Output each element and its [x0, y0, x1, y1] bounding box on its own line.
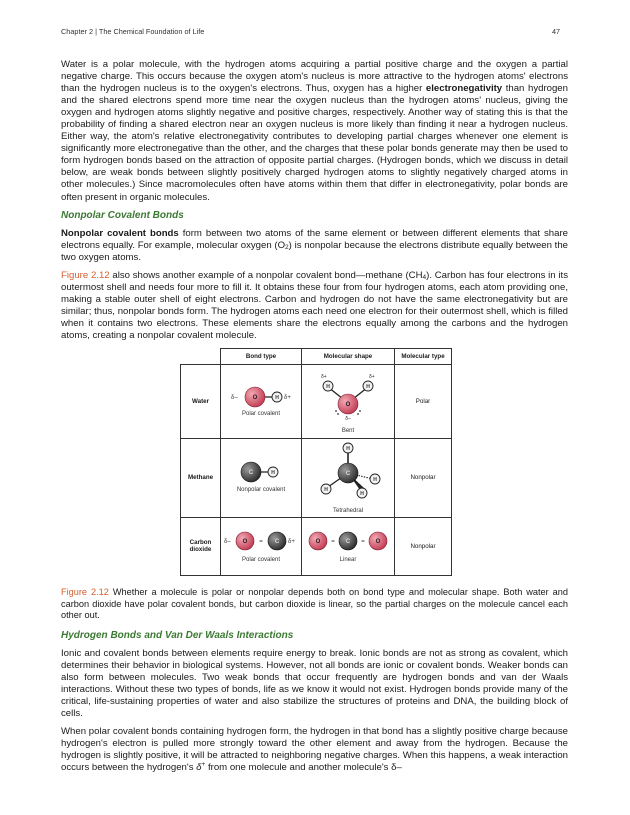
paragraph-nonpolar-definition: Nonpolar covalent bonds form between two atoms of the same element or between different elements that share electrons equally. For example, molecular oxygen $(O_2)$ is nonpolar because the electrons distribute equally between the two oxygen atoms. — [61, 227, 568, 263]
water-shape-diagram — [302, 364, 395, 438]
heading-hydrogen-bonds: Hydrogen Bonds and Van Der Waals Interactions — [61, 629, 294, 641]
row-label-methane: Methane — [181, 438, 221, 517]
svg-text:C: C — [345, 539, 351, 546]
molecule-comparison-table — [180, 348, 452, 576]
svg-text:O: O — [375, 539, 381, 546]
table-row-carbon-dioxide — [181, 517, 452, 575]
svg-text:H: H — [326, 384, 330, 391]
svg-text:δ+: δ+ — [288, 539, 295, 546]
co2-shape-diagram — [302, 517, 395, 575]
svg-text:=: = — [361, 539, 365, 546]
svg-text:O: O — [242, 539, 248, 546]
svg-text:H: H — [366, 384, 370, 391]
svg-text:C: C — [274, 539, 280, 546]
svg-text:=: = — [259, 539, 263, 546]
water-molecular-type: Polar — [395, 364, 452, 438]
svg-text:δ+: δ+ — [321, 374, 327, 381]
methane-bond-diagram — [221, 438, 302, 517]
svg-text:C: C — [345, 470, 351, 477]
figure-2-12 — [61, 348, 568, 583]
table-header-row — [181, 348, 452, 364]
row-label-water: Water — [181, 364, 221, 438]
methane-molecular-type: Nonpolar — [395, 438, 452, 517]
table-row-water — [181, 364, 452, 438]
running-header: Chapter 2 | The Chemical Foundation of Life — [61, 27, 205, 36]
caption-figure-label: Figure 2.12 — [61, 586, 109, 597]
co2-bond-diagram — [221, 517, 302, 575]
svg-text:O: O — [345, 402, 351, 409]
page-body — [61, 59, 568, 780]
svg-text:Polar covalent: Polar covalent — [241, 557, 281, 564]
svg-text:Tetrahedral: Tetrahedral — [332, 507, 364, 514]
svg-text:O: O — [252, 395, 258, 402]
column-header-molecular-shape: Molecular shape — [302, 348, 395, 364]
page-number: 47 — [552, 27, 561, 36]
term-electronegativity: electronegativity — [425, 83, 503, 95]
svg-text:Nonpolar covalent: Nonpolar covalent — [236, 486, 286, 493]
figure-caption: Figure 2.12 Whether a molecule is polar or nonpolar depends both on bond type and molecular shape. Both water and carbon dioxide have polar covalent bonds, but carbon dioxide is linear, so the partial charges on the molecule cancel each other out. — [61, 586, 568, 621]
methane-shape-diagram — [302, 438, 395, 517]
svg-text:H: H — [346, 445, 350, 452]
paragraph-weak-bonds: Ionic and covalent bonds between elements require energy to break. Ionic bonds are not as strong as covalent, which determines their behavior in biological systems. However, not all bonds are ionic or covalent bonds. Weaker bonds can also form between molecules. Two weak bonds that occur frequently are hydrogen bonds and van der Waals interactions. Without these two types of bonds, life as we know it would not exist. Hydrogen bonds provide many of the critical, life-sustaining properties of water and also stabilize the structures of proteins and DNA, the building block of cells. — [61, 647, 568, 719]
polar-covalent-oc-icon — [221, 524, 301, 568]
svg-text:C: C — [248, 469, 254, 476]
column-header-molecular-type: Molecular type — [395, 348, 452, 364]
svg-text:δ+: δ+ — [284, 395, 291, 402]
term-nonpolar-covalent-bonds: Nonpolar covalent bonds — [61, 227, 179, 239]
svg-text:Bent: Bent — [341, 428, 355, 435]
svg-text:Polar covalent: Polar covalent — [241, 411, 281, 418]
figure-reference-link[interactable]: Figure 2.12 — [61, 269, 110, 281]
bent-water-molecule-icon — [302, 365, 394, 437]
paragraph-water-polar: Water is a polar molecule, with the hydrogen atoms acquiring a partial positive charge and the oxygen a partial negative charge. This occurs because the oxygen atom's nucleus is more attractive to the hydrogen atoms' electrons than the hydrogen nucleus is to the oxygen's electrons. Thus, oxygen has a higher electronegativity than hydrogen and the shared electrons spend more time near the oxygen nucleus than the hydrogen atoms' nucleus, giving the oxygen and hydrogen atoms slightly negative and positive charges, respectively. Another way of stating this is that the probability of finding a shared electron near an oxygen nucleus is more likely than finding it near a hydrogen nucleus. Either way, the atom's relative electronegativity contributes to developing partial charges whenever one element is significantly more electronegative than the other, and the charges that these polar bonds generate may then be used to form hydrogen bonds based on the attraction of opposite partial charges. (Hydrogen bonds, which we discuss in detail below, are weak bonds between slightly positively charged hydrogen atoms to slightly negatively charged atoms in other molecules.) Since macromolecules often have atoms within them that differ in electronegativity, polar bonds are often present in organic molecules. — [61, 59, 568, 203]
svg-text:Linear: Linear — [339, 557, 357, 564]
svg-text:δ+: δ+ — [369, 374, 375, 381]
table-row-methane — [181, 438, 452, 517]
polar-covalent-oh-icon — [221, 378, 301, 424]
svg-text:H: H — [271, 469, 275, 476]
nonpolar-covalent-ch-icon — [221, 455, 301, 501]
row-label-carbon-dioxide: Carbon dioxide — [181, 517, 221, 575]
column-header-bond-type: Bond type — [221, 348, 302, 364]
paragraph-methane: Figure 2.12 also shows another example of a nonpolar covalent bond—methane $(CH_4)$. Carbon has four electrons in its outermost shell and needs four more to fill it. It obtains these four from four hydrogen atoms, each atom providing one, making a stable outer shell of eight electrons. Carbon and hydrogen do not have the same electronegativity but are similar; thus, nonpolar bonds form. The hydrogen atoms each need one electron for their outermost shell, which is filled when it contains two electrons. These elements share the electrons equally among the carbons and the hydrogen atoms, creating a nonpolar covalent molecule. — [61, 269, 568, 341]
svg-text:δ–: δ– — [224, 539, 231, 546]
svg-text:O: O — [315, 539, 321, 546]
svg-text:H: H — [360, 490, 364, 497]
svg-text:δ–: δ– — [345, 416, 351, 423]
svg-text:H: H — [324, 486, 328, 493]
tetrahedral-methane-icon — [302, 439, 394, 517]
co2-molecular-type: Nonpolar — [395, 517, 452, 575]
svg-text:=: = — [331, 539, 335, 546]
svg-text:H: H — [373, 476, 377, 483]
svg-text:H: H — [275, 395, 279, 402]
svg-text:δ–: δ– — [231, 395, 238, 402]
linear-co2-molecule-icon — [302, 524, 394, 568]
water-bond-diagram — [221, 364, 302, 438]
paragraph-hydrogen-bond-formation: When polar covalent bonds containing hydrogen form, the hydrogen in that bond has a slightly positive charge because hydrogen's electron is pulled more strongly toward the other element and away from the hydrogen. Because the hydrogen is slightly positive, it will be attracted to neighboring negative charges. When this happens, a weak interaction occurs between the hydrogen's δ+ from one molecule and another molecule's δ– — [61, 726, 568, 774]
heading-nonpolar-covalent-bonds: Nonpolar Covalent Bonds — [61, 209, 184, 221]
